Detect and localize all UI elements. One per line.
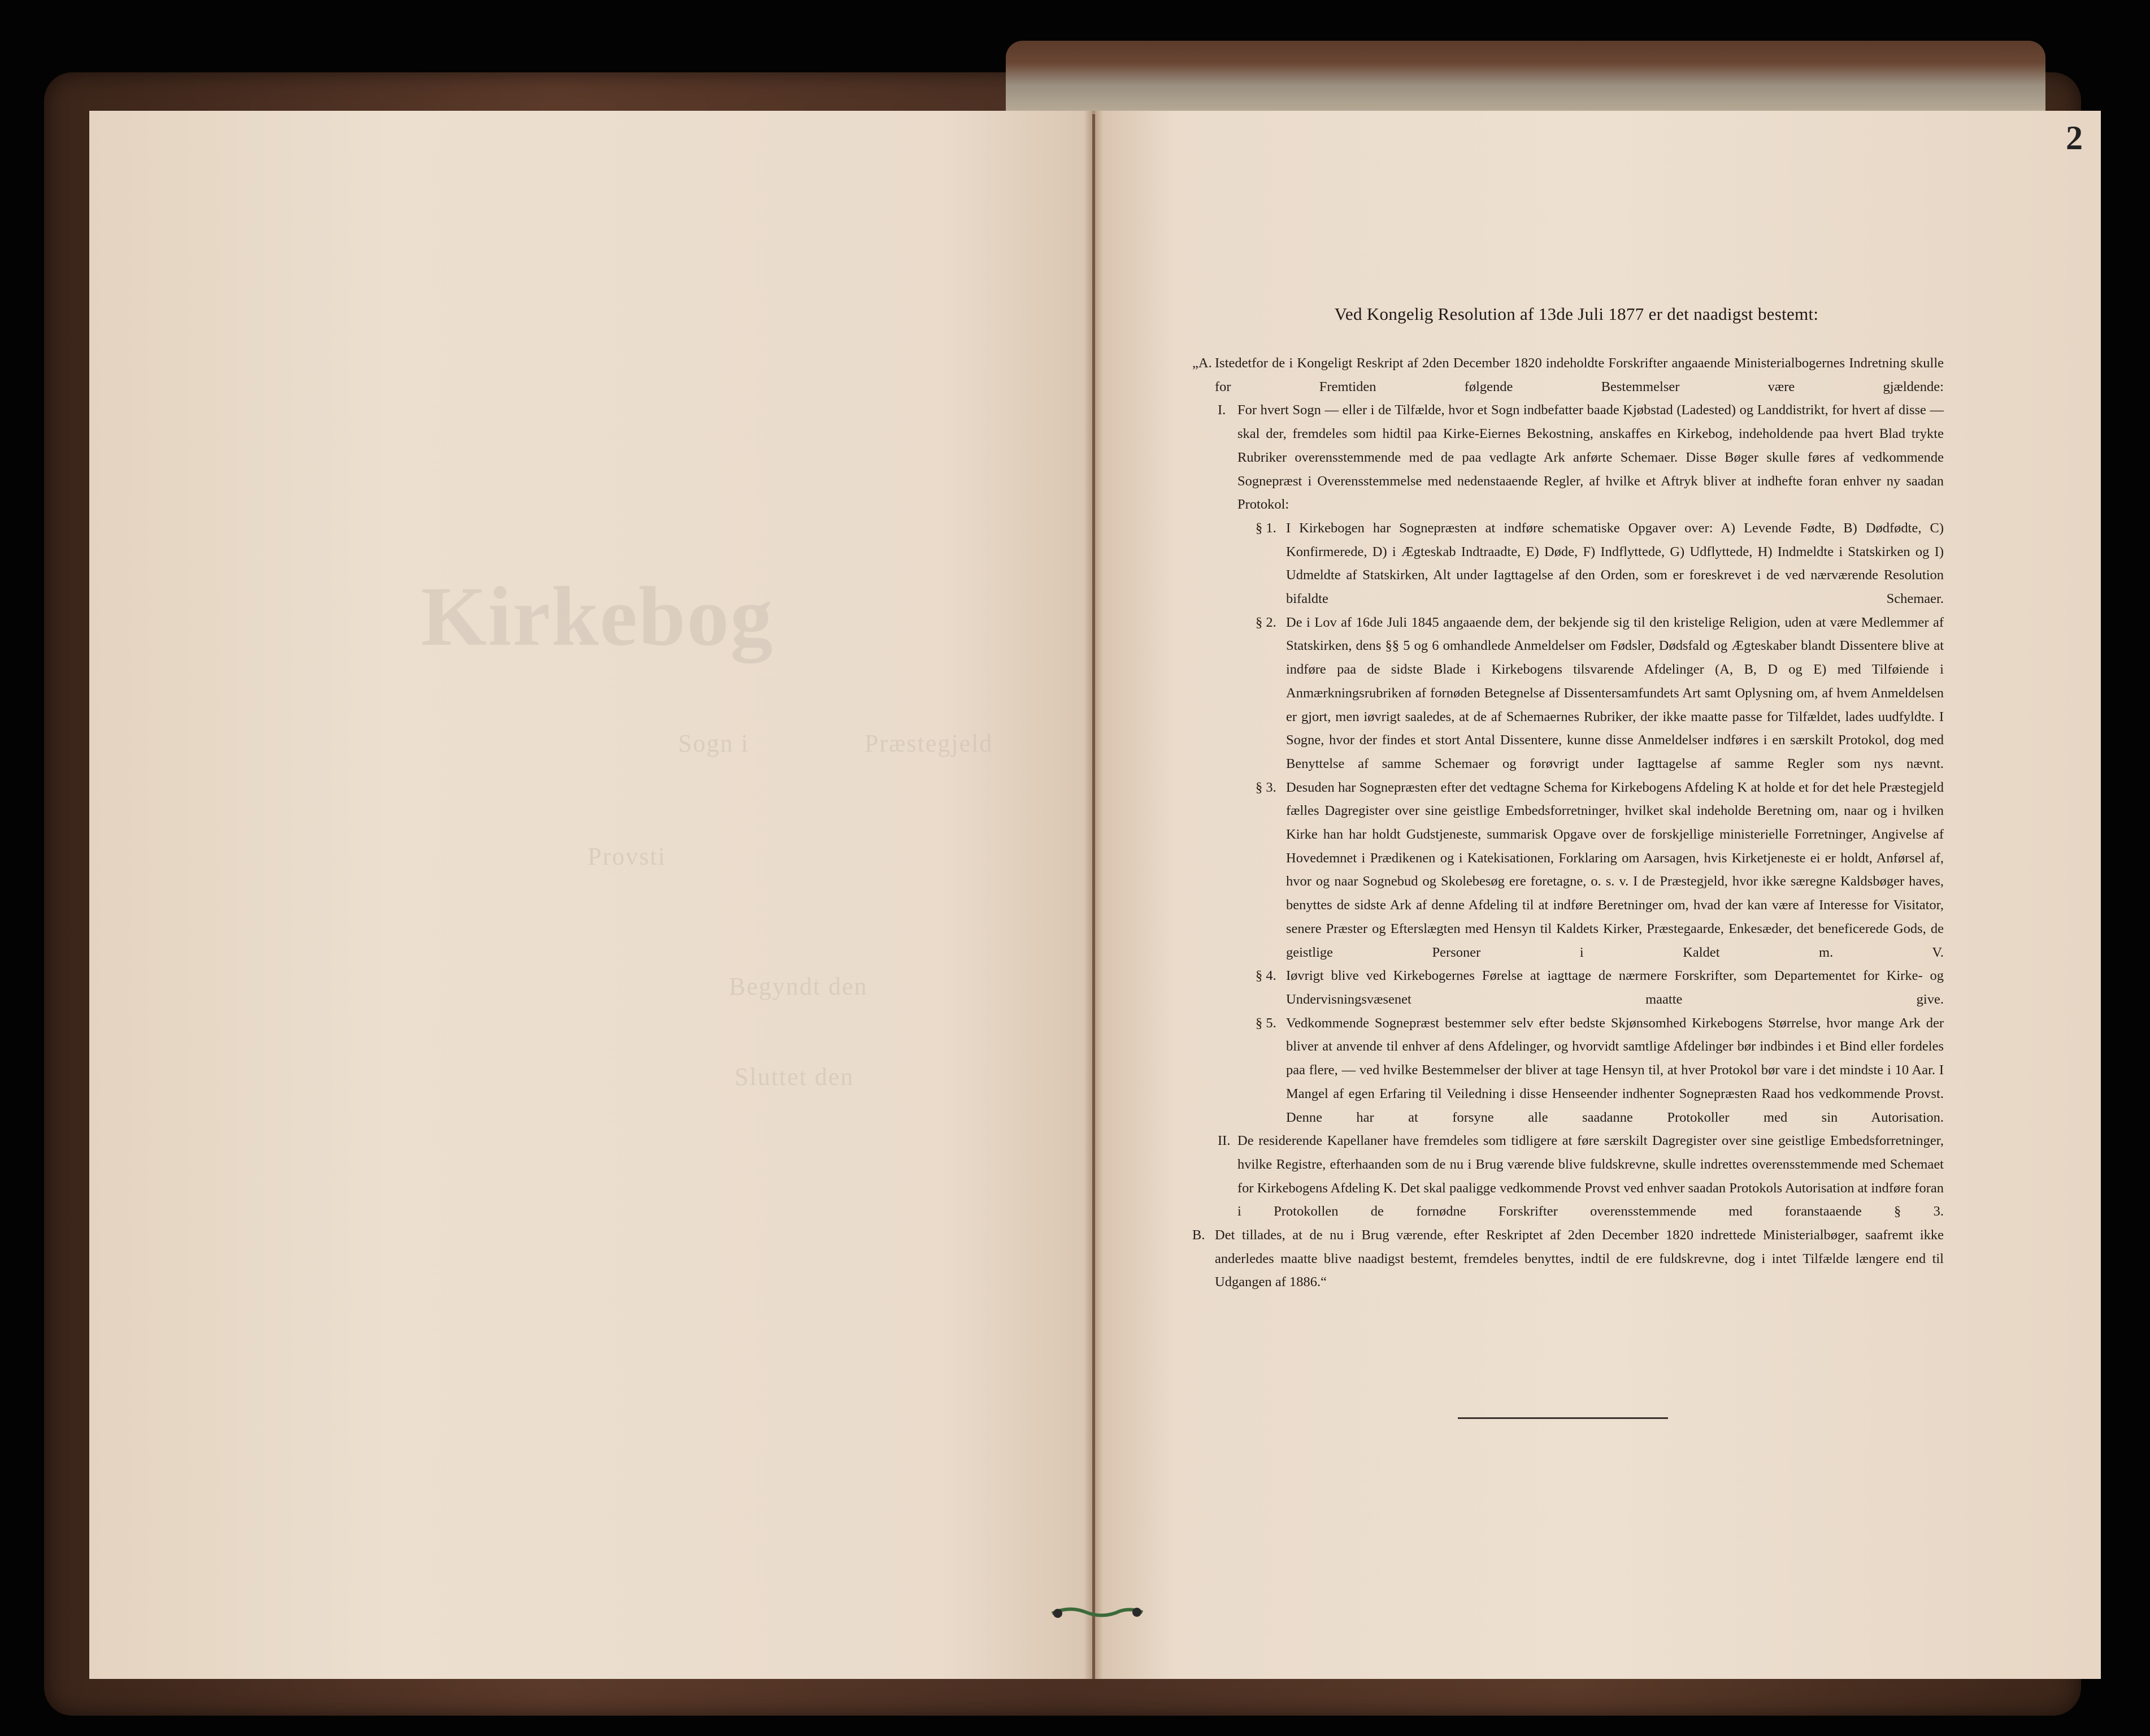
ghost-line-praestegjeld: Præstegjeld xyxy=(865,730,993,757)
paragraph-text: Vedkommende Sognepræst bestemmer selv efter bedste Skjønsomhed Kirkebogens Størrelse, hvor mange Ark der bliver at anvende til enhver af dens Afdelinger, og hvorvidt samtlige Afdelinger bør indbindes i et Bind eller fordeles paa flere, — ved hvilke Bestemmelser der bliver at tage Hensyn til, at hver Protokol bør vare i det mindste i 10 Aar. I Mangel af egen Erfaring til Veiledning i disse Henseender indhenter Sognepræsten Raad hos vedkommende Provst. Denne har at forsyne alle saadanne Protokoller med sin Autorisation. xyxy=(1286,1015,1944,1125)
binding-thread xyxy=(1046,1601,1148,1624)
ghost-title: Kirkebog xyxy=(421,570,774,663)
section-b xyxy=(1192,1223,1944,1294)
paragraph-marker: § 5. xyxy=(1256,1015,1276,1031)
ghost-line-sogn: Sogn i xyxy=(678,730,749,757)
paragraph-marker: § 3. xyxy=(1256,779,1276,795)
section-text: De residerende Kapellaner have fremdeles som tidligere at føre særskilt Dagregister over sine geistlige Embedsforretninger, hvilke Registre, efterhaanden som de nu i Brug værende blive fuldskrevne, skulle indrettes overensstemmende med Schemaet for Kirkebogens Afdeling K. Det skal paaligge vedkommende Provst ved enhver saadan Protokols Autorisation at indføre foran i Protokollen de fornødne Forskrifter overensstemmende med foranstaaende § 3. xyxy=(1237,1133,1944,1219)
paragraph-5 xyxy=(1192,1012,1944,1130)
book-gutter xyxy=(1084,111,1103,1679)
section-marker: „A. xyxy=(1192,355,1212,371)
decree-body xyxy=(1192,351,1944,1294)
section-marker: B. xyxy=(1192,1227,1205,1243)
page-block-edge xyxy=(1006,41,2045,114)
section-marker: II. xyxy=(1218,1133,1231,1149)
section-a xyxy=(1192,351,1944,398)
ghost-line-provsti: Provsti xyxy=(588,843,666,870)
paragraph-3 xyxy=(1192,776,1944,965)
section-text: Istedetfor de i Kongeligt Reskript af 2den December 1820 indeholdte Forskrifter angaaende Ministerialbogernes Indretning skulle for Fremtiden følgende Bestemmelser være gjældende: xyxy=(1215,355,1944,394)
closing-rule xyxy=(1458,1417,1668,1419)
section-ii xyxy=(1192,1129,1944,1223)
paragraph-text: Iøvrigt blive ved Kirkebogernes Førelse at iagttage de nærmere Forskrifter, som Departementet for Kirke- og Undervisningsvæsenet maatte give. xyxy=(1286,968,1944,1007)
paragraph-text: I Kirkebogen har Sognepræsten at indføre schematiske Opgaver over: A) Levende Fødte, B) Dødfødte, C) Konfirmerede, D) i Ægteskab Indtraadte, E) Døde, F) Indflyttede, G) Udflyttede, H) Indmeldte i Statskirken og I) Udmeldte af Statskirken, Alt under Iagttagelse af den Orden, som er foreskrevet i de ved nærværende Resolution bifaldte Schemaer. xyxy=(1286,520,1944,607)
ghost-line-begyndt: Begyndt den xyxy=(729,973,868,1000)
decree-title: Ved Kongelig Resolution af 13de Juli 1877 er det naadigst bestemt: xyxy=(1334,304,1819,324)
section-text: Det tillades, at de nu i Brug værende, efter Reskriptet af 2den December 1820 indrettede Ministerialbøger, saafremt ikke anderledes maatte blive naadigst bestemt, fremdeles benyttes, indtil de ere fuldskrevne, dog i intet Tilfælde længere end til Udgangen af 1886.“ xyxy=(1215,1227,1944,1290)
paragraph-1 xyxy=(1192,517,1944,611)
ghost-line-sluttet: Sluttet den xyxy=(735,1063,854,1091)
section-text: For hvert Sogn — eller i de Tilfælde, hvor et Sogn indbefatter baade Kjøbstad (Ladested) og Landdistrikt, for hvert af disse — skal der, fremdeles som hidtil paa Kirke-Eiernes Bekostning, anskaffes en Kirkebog, indeholdende paa hvert Blad trykte Rubriker overensstemmende med de paa vedlagte Ark anførte Schemaer. Disse Bøger skulle føres af vedkommende Sognepræst i Overensstemmelse med nedenstaaende Regler, af hvilke et Aftryk bliver at indhefte foran enhver ny saadan Protokol: xyxy=(1237,402,1944,513)
paragraph-marker: § 1. xyxy=(1256,520,1276,536)
left-page xyxy=(89,111,1092,1679)
paragraph-text: Desuden har Sognepræsten efter det vedtagne Schema for Kirkebogens Afdeling K at holde et for det hele Præstegjeld fælles Dagregister over sine geistlige Embedsforretninger, hvilket skal indeholde Beretning om, naar og i hvilken Kirke han har holdt Gudstjeneste, summarisk Opgave over de forskjellige ministerielle Forretninger, Angivelse af Hovedemnet i Prædikenen og i Katekisationen, Forklaring om Aarsagen, hvis Kirketjeneste ei er holdt, Anførsel af, hvor og naar Sognebud og Skolebesøg ere foretagne, o. s. v. I de Præstegjeld, hvor ikke særegne Kaldsbøger haves, benyttes de sidste Ark af denne Afdeling til at indføre Beretninger om, hvad der kan være af Interesse for Visitator, senere Præster og Efterslægten med Hensyn til Kaldets Kirker, Præstegaarde, Enkesæder, det beneficerede Gods, de geistlige Personer i Kaldet m. V. xyxy=(1286,779,1944,960)
page-number: 2 xyxy=(2066,119,2083,157)
paragraph-4 xyxy=(1192,964,1944,1011)
section-i xyxy=(1192,398,1944,517)
section-marker: I. xyxy=(1218,402,1226,418)
paragraph-2 xyxy=(1192,611,1944,776)
paragraph-marker: § 2. xyxy=(1256,614,1276,630)
paragraph-marker: § 4. xyxy=(1256,968,1276,984)
paragraph-text: De i Lov af 16de Juli 1845 angaaende dem, der bekjende sig til den kristelige Religion, uden at være Medlemmer af Statskirken, dens §§ 5 og 6 omhandlede Anmeldelser om Fødsler, Dødsfald og Ægteskaber blandt Dissentere blive at indføre paa de sidste Blade i Kirkebogens tilsvarende Afdelinger (A, B, D og E) med Tilføiende i Anmærkningsrubriken af fornøden Betegnelse af Dissentersamfundets Art samt Oplysning om, af hvem Anmeldelsen er gjort, men iøvrigt saaledes, at de af Schemaernes Rubriker, der ikke maatte passe for Tilfældet, lades uudfyldte. I Sogne, hvor der findes et stort Antal Dissentere, kunne disse Anmeldelser indføres i en særskilt Protokol, dog med Benyttelse af samme Schemaer og forøvrigt under Iagttagelse af samme Regler som nys nævnt. xyxy=(1286,614,1944,771)
